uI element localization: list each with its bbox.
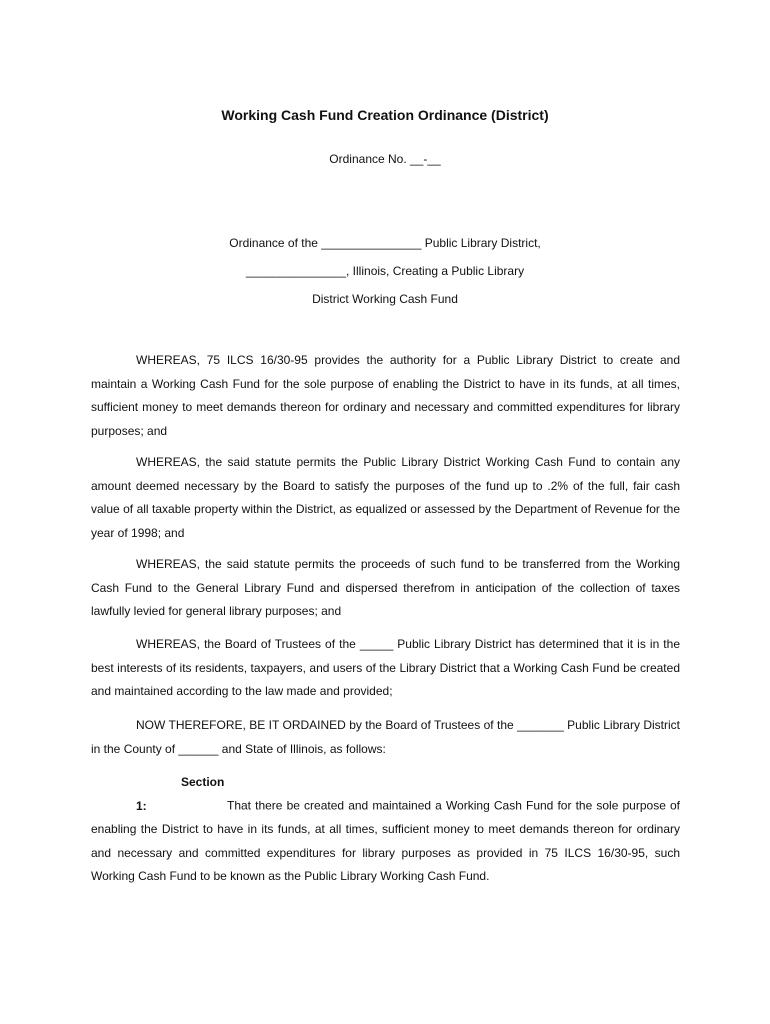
whereas-paragraph-3: WHEREAS, the said statute permits the proceeds of such fund to be transferred from the Working Cash Fund to the General Library Fund and dispersed therefrom in anticipation of the collection of taxes lawfully levied for general library purposes; and [91,557,680,618]
subtitle-line-3: District Working Cash Fund [312,292,458,306]
whereas-paragraph-2: WHEREAS, the said statute permits the Public Library District Working Cash Fund to contain any amount deemed necessary by the Board to satisfy the purposes of the fund up to .2% of the full, fair cash value of all taxable property within the District, as equalized or assessed by the Department of Revenue for the year of 1998; and [91,455,680,540]
whereas-paragraph-1: WHEREAS, 75 ILCS 16/30-95 provides the authority for a Public Library District to create and maintain a Working Cash Fund for the sole purpose of enabling the District to have in its funds, at all times, sufficient money to meet demands thereon for ordinary and necessary and committed expenditures for library purposes; and [91,353,680,438]
section-1-text: That there be created and maintained a Working Cash Fund for the sole purpose of enabling the District to have in its funds, at all times, sufficient money to meet demands thereon for ordinary and necessary and committed expenditures for library purposes as provided in 75 ILCS 16/30-95, such Working Cash Fund to be known as the Public Library Working Cash Fund. [91,798,680,883]
ordained-paragraph: NOW THEREFORE, BE IT ORDAINED by the Board of Trustees of the _______ Public Library District in the County of ______ and State of Illinois, as follows: [91,718,680,756]
ordinance-number: Ordinance No. __-__ [329,152,441,166]
section-1-label: Section 1: [136,775,225,813]
document-title: Working Cash Fund Creation Ordinance (District) [221,107,549,123]
section-1-paragraph [91,771,680,889]
whereas-paragraph-4: WHEREAS, the Board of Trustees of the _____ Public Library District has determined that it is in the best interests of its residents, taxpayers, and users of the Library District that a Working Cash Fund be created and maintained according to the law made and provided; [91,637,680,698]
subtitle-line-1: Ordinance of the _______________ Public Library District, [229,236,541,250]
subtitle-line-2: _______________, Illinois, Creating a Public Library [245,264,525,278]
